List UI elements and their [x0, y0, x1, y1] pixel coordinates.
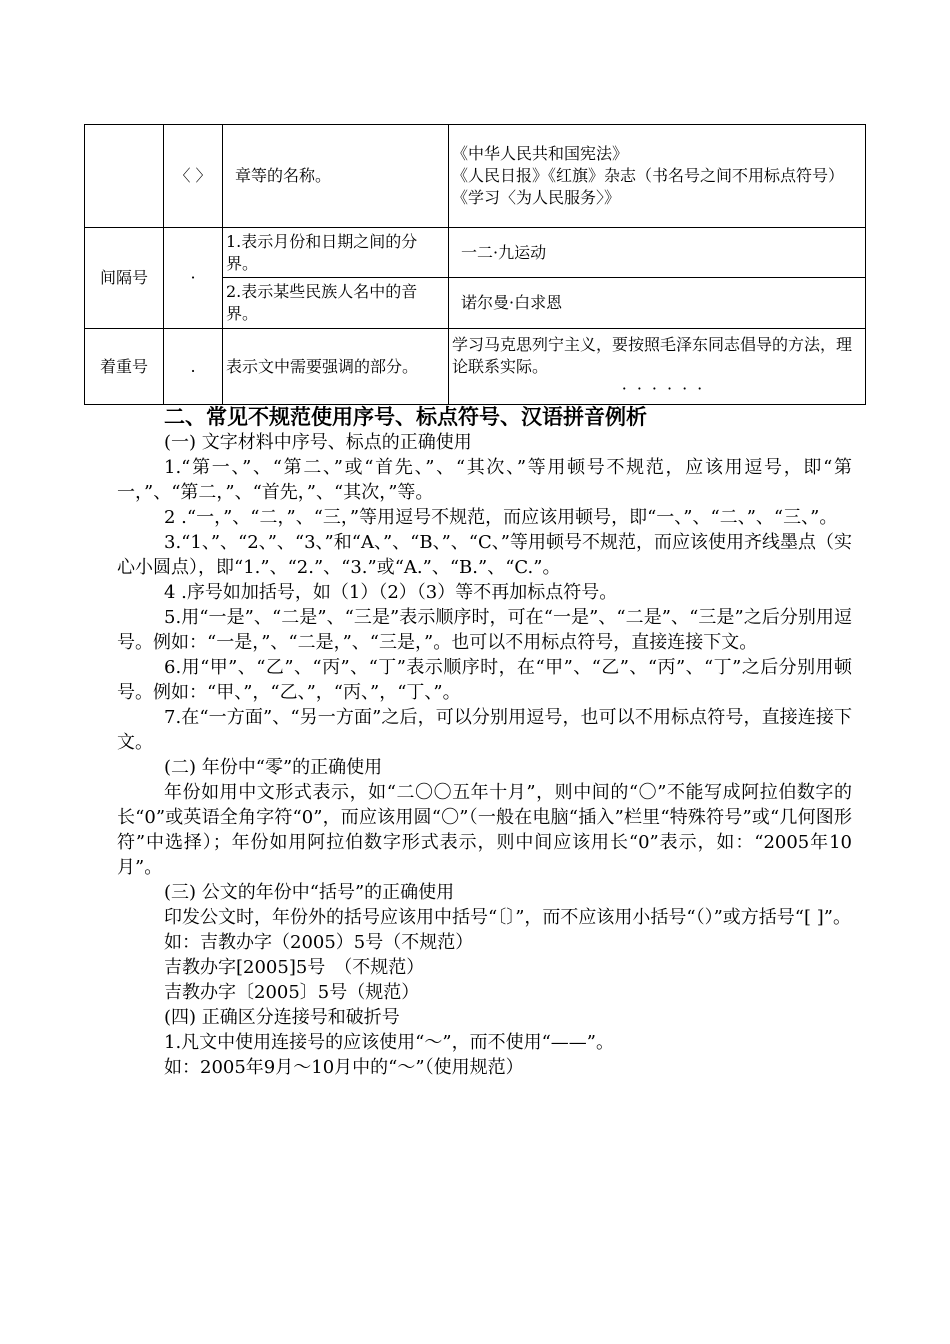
table-cell-symbol: 〈 〉: [164, 125, 223, 228]
table-cell-example: [449, 278, 866, 329]
example-line: 《人民日报》《红旗》杂志（书名号之间不用标点符号）: [452, 166, 845, 185]
subsection-heading: (二) 年份中“零”的正确使用: [164, 757, 383, 778]
document-body: [117, 404, 852, 1080]
paragraph: 年份如用中文形式表示，如“二〇〇五年十月”，则中间的“〇”不能写成阿拉伯数字的长“0”或英语全角字符“0”，而应该用圆“〇”（一般在电脑“插入”栏里“特殊符号”或“几何图形符”中选择）；年份如用阿拉伯数字形式表示，则中间应该用长“0”表示，如：“2005年10月”。: [117, 782, 852, 878]
table-row: [85, 228, 866, 278]
emphasis-dots: ······: [621, 378, 713, 398]
paragraph: 4 .序号如加括号，如（1）（2）（3）等不再加标点符号。: [164, 582, 618, 603]
table-cell-name: 间隔号: [85, 228, 164, 329]
paragraph: 如：2005年9月～10月中的“～”（使用规范）: [164, 1057, 524, 1078]
example-line: 吉教办字〔2005〕5号（规范）: [164, 982, 420, 1003]
subsection-heading: (四) 正确区分连接号和破折号: [164, 1007, 400, 1028]
example-line: 《学习〈为人民服务〉》: [452, 188, 621, 207]
table-cell-usage: [223, 125, 449, 228]
example-line: 《中华人民共和国宪法》: [452, 144, 629, 163]
table-cell-usage: 2.表示某些民族人名中的音界。: [223, 278, 449, 329]
table-cell-name: 着重号: [85, 329, 164, 405]
example-line: 如：吉教办字（2005）5号（不规范）: [164, 932, 474, 953]
paragraph: 7.在“一方面”、“另一方面”之后，可以分别用逗号，也可以不用标点符号，直接连接下文。: [117, 707, 852, 753]
subsection-heading: (一) 文字材料中序号、标点的正确使用: [164, 432, 472, 453]
paragraph: 1.凡文中使用连接号的应该使用“～”，而不使用“——”。: [164, 1032, 614, 1053]
table-cell-usage: 1.表示月份和日期之间的分界。: [223, 228, 449, 278]
paragraph: 3.“1、”、“2、”、“3、”和“A、”、“B、”、“C、”等用顿号不规范，而应该使用齐线墨点（实心小圆点），即“1.”、“2.”、“3.”或“A.”、“B.”、“C.”。: [117, 532, 852, 578]
paragraph: 6.用“甲”、“乙”、“丙”、“丁”表示顺序时，在“甲”、“乙”、“丙”、“丁”之后分别用顿号。例如：“甲、”，“乙、”，“丙、”，“丁、”。: [117, 657, 852, 703]
usage-text: 章等的名称。: [235, 166, 332, 185]
table-cell-usage: 表示文中需要强调的部分。: [223, 329, 449, 405]
section-heading: 二、常见不规范使用序号、标点符号、汉语拼音例析: [164, 405, 647, 429]
example-line: 吉教办字[2005]5号 （不规范）: [164, 957, 425, 978]
table-cell-example: [449, 329, 866, 405]
subsection-heading: (三) 公文的年份中“括号”的正确使用: [164, 882, 455, 903]
table-row: [85, 329, 866, 405]
paragraph: 2 .“一，”、“二，”、“三，”等用逗号不规范，而应该用顿号，即“一、”、“二、”、“三、”。: [164, 507, 838, 528]
table-row: [85, 125, 866, 228]
table-cell-symbol: .: [164, 329, 223, 405]
example-text: 诺尔曼·白求恩: [461, 293, 563, 312]
paragraph: 1.“第一、”、“第二、”或“首先、”、“其次、”等用顿号不规范，应该用逗号，即“第一，”、“第二，”、“首先，”、“其次，”等。: [117, 457, 852, 503]
table-cell-name: [85, 125, 164, 228]
example-text: 一二·九运动: [461, 242, 547, 262]
paragraph: 5.用“一是”、“二是”、“三是”表示顺序时，可在“一是”、“二是”、“三是”之后分别用逗号。例如：“一是，”、“二是，”、“三是，”。也可以不用标点符号，直接连接下文。: [117, 607, 852, 653]
table-cell-symbol: ·: [164, 228, 223, 329]
punctuation-table: [84, 124, 866, 405]
example-text: 学习马克思列宁主义，要按照毛泽东同志倡导的方法，理论联系实际。: [452, 334, 853, 376]
table-cell-example: [449, 228, 866, 278]
table-cell-examples: [449, 125, 866, 228]
paragraph: 印发公文时，年份外的括号应该用中括号“〔〕”，而不应该用小括号“（）”或方括号“[ ]”。: [164, 907, 851, 928]
